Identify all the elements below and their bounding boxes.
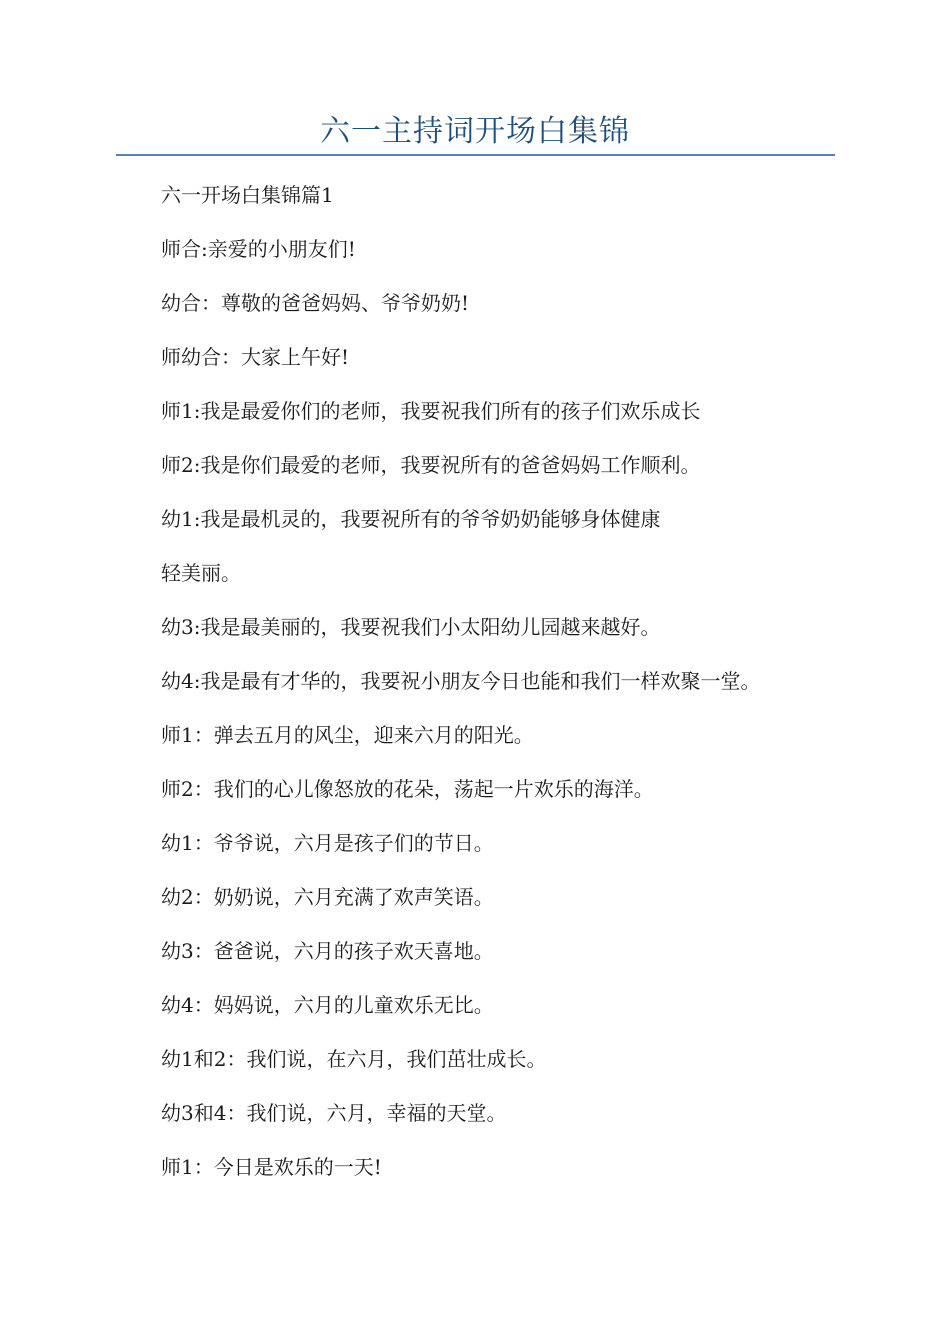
paragraph: 幼4：妈妈说，六月的儿童欢乐无比。 [161, 993, 494, 1017]
paragraph: 幼1:我是最机灵的，我要祝所有的爷爷奶奶能够身体健康 [161, 507, 661, 531]
paragraph: 师2:我是你们最爱的老师，我要祝所有的爸爸妈妈工作顺利。 [161, 453, 701, 477]
paragraph: 轻美丽。 [161, 561, 241, 585]
paragraph: 幼1和2：我们说，在六月，我们茁壮成长。 [161, 1047, 547, 1071]
paragraph: 幼合：尊敬的爸爸妈妈、爷爷奶奶! [161, 291, 470, 315]
paragraph: 幼1：爷爷说，六月是孩子们的节日。 [161, 831, 494, 855]
document-title: 六一主持词开场白集锦 [320, 114, 630, 149]
paragraph: 师2：我们的心儿像怒放的花朵，荡起一片欢乐的海洋。 [161, 777, 654, 801]
document-body [116, 180, 796, 1206]
paragraph: 师1：今日是欢乐的一天! [161, 1155, 382, 1179]
paragraph: 幼2：奶奶说，六月充满了欢声笑语。 [161, 885, 494, 909]
paragraph: 六一开场白集锦篇1 [161, 183, 334, 207]
paragraph: 幼3:我是最美丽的，我要祝我们小太阳幼儿园越来越好。 [161, 615, 661, 639]
paragraph: 师合:亲爱的小朋友们! [161, 237, 356, 261]
paragraph: 幼4:我是最有才华的，我要祝小朋友今日也能和我们一样欢聚一堂。 [161, 669, 761, 693]
paragraph: 师幼合：大家上午好! [161, 345, 350, 369]
title-underline [116, 154, 835, 156]
paragraph: 幼3：爸爸说，六月的孩子欢天喜地。 [161, 939, 494, 963]
paragraph: 师1：弹去五月的风尘，迎来六月的阳光。 [161, 723, 534, 747]
paragraph: 师1:我是最爱你们的老师，我要祝我们所有的孩子们欢乐成长 [161, 399, 701, 423]
paragraph: 幼3和4：我们说，六月，幸福的天堂。 [161, 1101, 507, 1125]
